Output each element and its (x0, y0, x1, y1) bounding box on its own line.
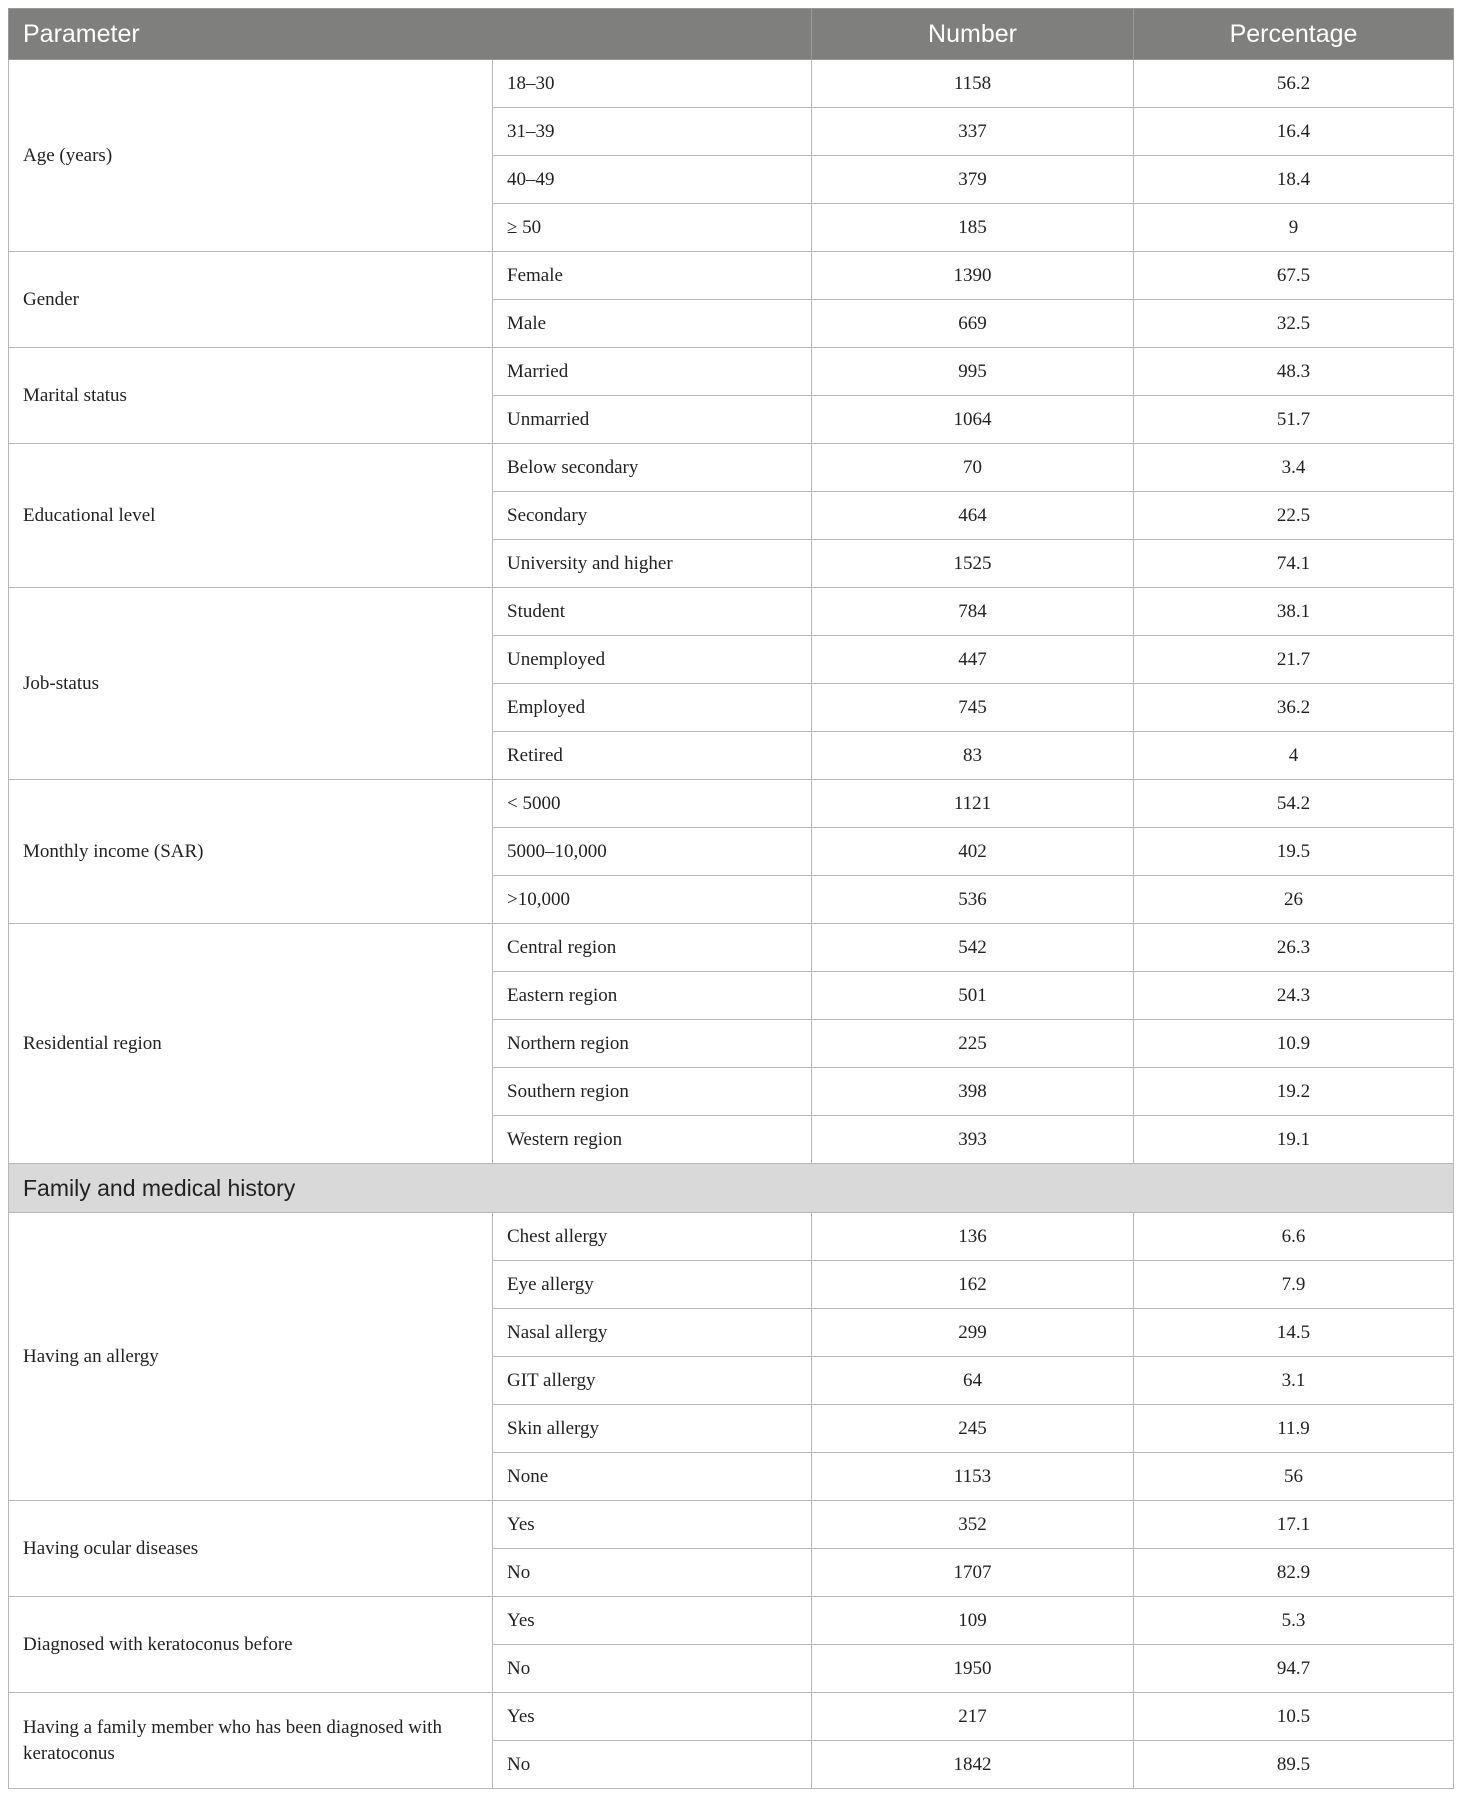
category-cell: Unmarried (493, 396, 812, 444)
number-cell: 217 (812, 1693, 1134, 1741)
number-cell: 70 (812, 444, 1134, 492)
category-cell: Yes (493, 1693, 812, 1741)
percentage-cell: 51.7 (1134, 396, 1454, 444)
category-cell: Employed (493, 684, 812, 732)
number-cell: 447 (812, 636, 1134, 684)
category-cell: GIT allergy (493, 1357, 812, 1405)
parameter-label: Having ocular diseases (9, 1501, 493, 1597)
category-cell: Chest allergy (493, 1213, 812, 1261)
category-cell: University and higher (493, 540, 812, 588)
category-cell: Male (493, 300, 812, 348)
header-row (9, 9, 1454, 60)
category-cell: 31–39 (493, 108, 812, 156)
table-row (9, 1597, 1454, 1645)
section-title: Family and medical history (9, 1164, 1454, 1213)
table-row (9, 1501, 1454, 1549)
table-header (9, 9, 1454, 60)
number-cell: 379 (812, 156, 1134, 204)
percentage-cell: 56 (1134, 1453, 1454, 1501)
number-cell: 464 (812, 492, 1134, 540)
number-cell: 1158 (812, 60, 1134, 108)
percentage-cell: 4 (1134, 732, 1454, 780)
number-cell: 1064 (812, 396, 1134, 444)
parameter-label: Gender (9, 252, 493, 348)
percentage-cell: 21.7 (1134, 636, 1454, 684)
table-row (9, 252, 1454, 300)
percentage-cell: 3.4 (1134, 444, 1454, 492)
percentage-cell: 89.5 (1134, 1741, 1454, 1789)
percentage-cell: 19.1 (1134, 1116, 1454, 1164)
parameter-label: Age (years) (9, 60, 493, 252)
number-cell: 1121 (812, 780, 1134, 828)
header-percentage: Percentage (1134, 9, 1454, 60)
category-cell: Central region (493, 924, 812, 972)
category-cell: < 5000 (493, 780, 812, 828)
parameter-label: Diagnosed with keratoconus before (9, 1597, 493, 1693)
category-cell: Western region (493, 1116, 812, 1164)
percentage-cell: 6.6 (1134, 1213, 1454, 1261)
number-cell: 995 (812, 348, 1134, 396)
category-cell: Secondary (493, 492, 812, 540)
number-cell: 109 (812, 1597, 1134, 1645)
category-cell: None (493, 1453, 812, 1501)
category-cell: Nasal allergy (493, 1309, 812, 1357)
category-cell: Skin allergy (493, 1405, 812, 1453)
percentage-cell: 26.3 (1134, 924, 1454, 972)
parameter-label: Having an allergy (9, 1213, 493, 1501)
table-row (9, 348, 1454, 396)
category-cell: Retired (493, 732, 812, 780)
number-cell: 1525 (812, 540, 1134, 588)
category-cell: 5000–10,000 (493, 828, 812, 876)
number-cell: 162 (812, 1261, 1134, 1309)
percentage-cell: 22.5 (1134, 492, 1454, 540)
table-row (9, 444, 1454, 492)
number-cell: 745 (812, 684, 1134, 732)
number-cell: 1950 (812, 1645, 1134, 1693)
percentage-cell: 11.9 (1134, 1405, 1454, 1453)
number-cell: 784 (812, 588, 1134, 636)
parameter-label: Job-status (9, 588, 493, 780)
percentage-cell: 9 (1134, 204, 1454, 252)
parameter-label: Residential region (9, 924, 493, 1164)
number-cell: 1842 (812, 1741, 1134, 1789)
demographics-table (8, 8, 1454, 1789)
number-cell: 1707 (812, 1549, 1134, 1597)
percentage-cell: 38.1 (1134, 588, 1454, 636)
percentage-cell: 7.9 (1134, 1261, 1454, 1309)
table-row (9, 780, 1454, 828)
category-cell: Female (493, 252, 812, 300)
percentage-cell: 3.1 (1134, 1357, 1454, 1405)
number-cell: 64 (812, 1357, 1134, 1405)
category-cell: Southern region (493, 1068, 812, 1116)
number-cell: 1390 (812, 252, 1134, 300)
category-cell: >10,000 (493, 876, 812, 924)
category-cell: ≥ 50 (493, 204, 812, 252)
number-cell: 337 (812, 108, 1134, 156)
number-cell: 669 (812, 300, 1134, 348)
category-cell: Below secondary (493, 444, 812, 492)
number-cell: 136 (812, 1213, 1134, 1261)
number-cell: 393 (812, 1116, 1134, 1164)
number-cell: 402 (812, 828, 1134, 876)
percentage-cell: 67.5 (1134, 252, 1454, 300)
category-cell: Unemployed (493, 636, 812, 684)
number-cell: 299 (812, 1309, 1134, 1357)
percentage-cell: 19.5 (1134, 828, 1454, 876)
header-number: Number (812, 9, 1134, 60)
category-cell: No (493, 1549, 812, 1597)
parameter-label: Having a family member who has been diagnosed with keratoconus (9, 1693, 493, 1789)
percentage-cell: 26 (1134, 876, 1454, 924)
table-row (9, 1213, 1454, 1261)
number-cell: 83 (812, 732, 1134, 780)
parameter-label: Educational level (9, 444, 493, 588)
number-cell: 225 (812, 1020, 1134, 1068)
category-cell: 18–30 (493, 60, 812, 108)
parameter-label: Marital status (9, 348, 493, 444)
category-cell: Yes (493, 1597, 812, 1645)
table-row (9, 588, 1454, 636)
number-cell: 185 (812, 204, 1134, 252)
header-parameter: Parameter (9, 9, 812, 60)
section-row (9, 1164, 1454, 1213)
percentage-cell: 32.5 (1134, 300, 1454, 348)
category-cell: Yes (493, 1501, 812, 1549)
percentage-cell: 10.5 (1134, 1693, 1454, 1741)
percentage-cell: 56.2 (1134, 60, 1454, 108)
number-cell: 536 (812, 876, 1134, 924)
percentage-cell: 94.7 (1134, 1645, 1454, 1693)
category-cell: No (493, 1741, 812, 1789)
category-cell: Eastern region (493, 972, 812, 1020)
table-row (9, 1693, 1454, 1741)
percentage-cell: 10.9 (1134, 1020, 1454, 1068)
percentage-cell: 48.3 (1134, 348, 1454, 396)
percentage-cell: 54.2 (1134, 780, 1454, 828)
category-cell: 40–49 (493, 156, 812, 204)
percentage-cell: 82.9 (1134, 1549, 1454, 1597)
category-cell: Student (493, 588, 812, 636)
percentage-cell: 19.2 (1134, 1068, 1454, 1116)
percentage-cell: 36.2 (1134, 684, 1454, 732)
category-cell: Married (493, 348, 812, 396)
percentage-cell: 16.4 (1134, 108, 1454, 156)
number-cell: 245 (812, 1405, 1134, 1453)
percentage-cell: 74.1 (1134, 540, 1454, 588)
category-cell: No (493, 1645, 812, 1693)
table-body (9, 60, 1454, 1789)
category-cell: Northern region (493, 1020, 812, 1068)
number-cell: 1153 (812, 1453, 1134, 1501)
number-cell: 501 (812, 972, 1134, 1020)
table-row (9, 924, 1454, 972)
percentage-cell: 24.3 (1134, 972, 1454, 1020)
category-cell: Eye allergy (493, 1261, 812, 1309)
table-row (9, 60, 1454, 108)
number-cell: 398 (812, 1068, 1134, 1116)
number-cell: 542 (812, 924, 1134, 972)
percentage-cell: 18.4 (1134, 156, 1454, 204)
number-cell: 352 (812, 1501, 1134, 1549)
percentage-cell: 14.5 (1134, 1309, 1454, 1357)
percentage-cell: 5.3 (1134, 1597, 1454, 1645)
parameter-label: Monthly income (SAR) (9, 780, 493, 924)
percentage-cell: 17.1 (1134, 1501, 1454, 1549)
